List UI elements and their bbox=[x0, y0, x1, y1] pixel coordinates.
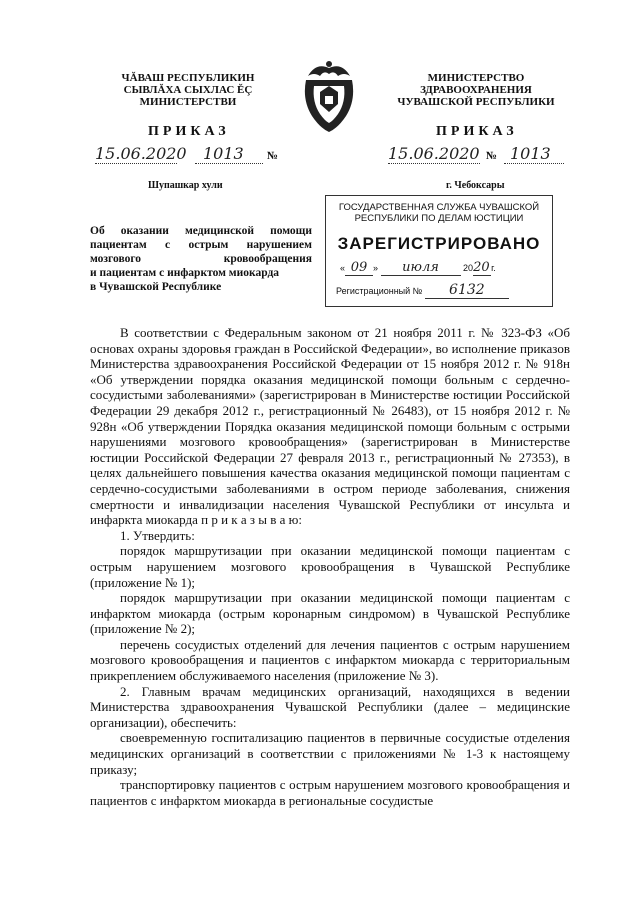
item-1-point: порядок маршрутизации при оказании медицинской помощи пациентам с острым нарушением мозгового кровообращения в Чувашской Республике (приложение № 1); bbox=[90, 543, 570, 590]
right-date-underline bbox=[388, 163, 480, 164]
item-1-heading: 1. Утвердить: bbox=[120, 527, 195, 543]
order-body bbox=[90, 325, 570, 808]
left-date: 15.06.2020 bbox=[95, 144, 187, 163]
right-header-line: МИНИСТЕРСТВО bbox=[427, 72, 525, 84]
left-date-number bbox=[95, 144, 295, 166]
stamp-day: 09 bbox=[345, 260, 373, 276]
stamp-line-1: ГОСУДАРСТВЕННАЯ СЛУЖБА ЧУВАШСКОЙ bbox=[338, 202, 540, 213]
stamp-year-end: г. bbox=[491, 263, 496, 273]
item-1-point: порядок маршрутизации при оказании медицинской помощи пациентам с инфарктом миокарда (острым коронарным синдромом) в Чувашской Республике (приложение № 2); bbox=[90, 590, 570, 637]
item-1-point: перечень сосудистых отделений для лечения пациентов с острым нарушением мозгового кровообращения и пациентов с инфарктом миокарда с территориальным прикреплением обслуживаемого населения (приложение № 3). bbox=[90, 636, 570, 684]
right-date-number bbox=[388, 144, 588, 166]
left-ministry-header bbox=[108, 72, 268, 108]
order-subject bbox=[90, 224, 312, 294]
right-ministry-header bbox=[396, 72, 556, 108]
stamp-month: июля bbox=[381, 260, 461, 276]
stamp-reg-number: 6132 bbox=[425, 282, 509, 299]
right-number-sign: № bbox=[486, 150, 498, 162]
left-date-underline bbox=[95, 163, 177, 164]
left-header-line: СЫВЛĂХА СЫХЛАС ĔÇ bbox=[123, 84, 253, 96]
stamp-reg-row bbox=[326, 282, 552, 299]
subject-line: и пациентам с инфарктом миокарда bbox=[90, 267, 280, 279]
left-number-underline bbox=[195, 163, 263, 164]
right-number: 1013 bbox=[510, 144, 551, 163]
subject-line: Об оказании медицинской помощи bbox=[90, 225, 312, 237]
right-header-line: ЗДРАВООХРАНЕНИЯ bbox=[420, 84, 532, 96]
left-number: 1013 bbox=[203, 144, 244, 163]
stamp-year-prefix: 20 bbox=[463, 263, 474, 273]
left-header-line: МИНИСТЕРСТВИ bbox=[139, 96, 237, 108]
item-2-point: своевременную госпитализацию пациентов в первичные сосудистые отделения медицинских организаций в соответствии с приложениями № 1-3 к настоящему приказу; bbox=[90, 730, 570, 777]
stamp-registered: ЗАРЕГИСТРИРОВАНО bbox=[337, 234, 541, 253]
left-order-title: ПРИКАЗ bbox=[148, 124, 230, 139]
right-number-underline bbox=[504, 163, 564, 164]
left-header-line: ЧĂВАШ РЕСПУБЛИКИН bbox=[121, 72, 255, 84]
registration-stamp bbox=[325, 195, 553, 307]
stamp-line-2: РЕСПУБЛИКИ ПО ДЕЛАМ ЮСТИЦИИ bbox=[354, 213, 524, 224]
item-2-point: транспортировку пациентов с острым нарушением мозгового кровообращения и пациентов с инфарктом миокарда в региональные сосудистые bbox=[90, 777, 570, 808]
subject-line: пациентам с острым нарушением bbox=[90, 239, 312, 251]
stamp-date-row: « 09 » июля 2020г. bbox=[340, 260, 496, 275]
right-date: 15.06.2020 bbox=[388, 144, 480, 163]
left-number-sign: № bbox=[267, 150, 279, 162]
item-2-paragraph: 2. Главным врачам медицинских организаций, находящихся в ведении Министерства здравоохранения Чувашской Республики (далее – медицинские организации), обеспечить: bbox=[90, 683, 570, 730]
right-order-title: ПРИКАЗ bbox=[436, 124, 518, 139]
left-place: Шупашкар хули bbox=[148, 180, 223, 191]
subject-line: в Чувашской Республике bbox=[90, 281, 222, 293]
stamp-reg-label: Регистрационный № bbox=[336, 286, 423, 296]
preamble-paragraph: В соответствии с Федеральным законом от 21 ноября 2011 г. № 323-ФЗ «Об основах охраны здоровья граждан в Российской Федерации», во исполнение приказов Министерства здравоохранения Российской Федерации от 15 ноября 2012 г. № 918н «Об утверждении порядка оказания медицинской помощи больным с сердечно-сосудистыми заболеваниями» (зарегистрирован в Министерстве юстиции Российской Федерации 29 декабря 2012 г., регистрационный № 26483), от 15 ноября 2012 г. № 928н «Об утверждении Порядка оказания медицинской помощи больным с острыми нарушениями мозгового кровообращения» (зарегистрирован в Министерстве юстиции Российской Федерации 27 февраля 2013 г., регистрационный № 27353), в целях дальнейшего повышения качества оказания медицинской помощи пациентам с сердечно-сосудистыми заболеваниями в остром периоде заболевания, снижения смертности и инвалидизации населения Чувашской Республики от инсульта и инфаркта миокарда п р и к а з ы в а ю: bbox=[90, 325, 570, 528]
right-header-line: ЧУВАШСКОЙ РЕСПУБЛИКИ bbox=[397, 96, 555, 108]
subject-line: мозгового кровообращения bbox=[90, 253, 312, 265]
coat-of-arms-emblem bbox=[298, 58, 360, 136]
stamp-year-suffix: 20 bbox=[473, 260, 490, 275]
right-place: г. Чебоксары bbox=[446, 180, 505, 191]
